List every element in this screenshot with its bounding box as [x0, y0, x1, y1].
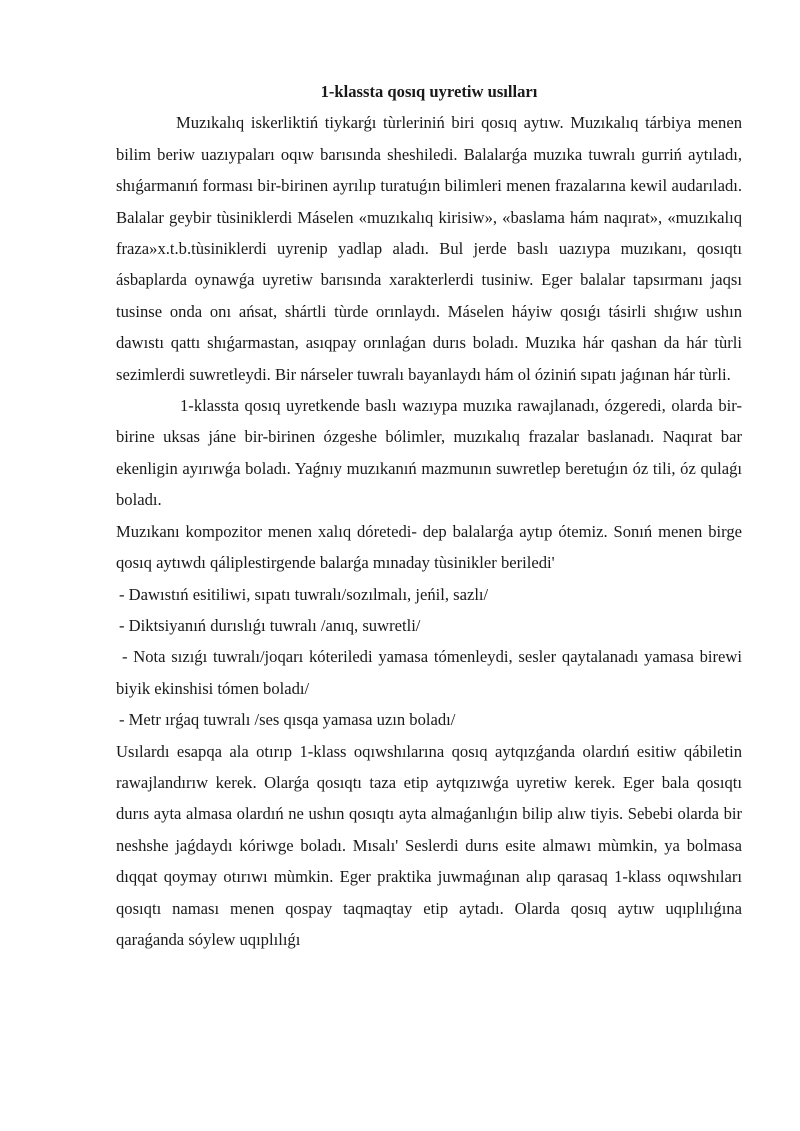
list-item-diction: - Diktsiyanıń durıslıǵı tuwralı /anıq, suwretli/ [119, 615, 421, 635]
list-item-voice: - Dawıstıń esitiliwi, sıpatı tuwralı/sozılmalı, jeńil, sazlı/ [119, 584, 489, 604]
document-title: 1-klassta qosıq uyretiw usılları [320, 82, 538, 101]
paragraph-composer: Muzıkanı kompozitor menen xalıq dóretedi- dep balalarǵa aytıp ótemiz. Sonıń menen birge qosıq aytıwdı qáliplestirgende balarǵa mınaday tùsinikler beriledi' [116, 521, 742, 573]
paragraph-first-grade: 1-klassta qosıq uyretkende baslı wazıypa muzıka rawajlanadı, ózgeredi, olarda bir-birine uksas jáne bir-birinen ózgeshe bólimler, muzıkalıq frazalar baslanadı. Naqırat bar ekenligin ayırıwǵa boladı. Yaǵnıy muzıkanıń mazmunın suwretlep beretuǵın óz tili, óz qulaǵı boladı. [116, 396, 742, 510]
paragraph-closing: Usılardı esapqa ala otırıp 1-klass oqıwshılarına qosıq aytqızǵanda olardıń esitiw qábiletin rawajlandırıw kerek. Olarǵa qosıqtı taza etip aytqızıwǵa uyretiw kerek. Eger bala qosıqtı durıs ayta almasa olardıń ne ushın qosıqtı ayta almaǵanlıǵın bilip alıw tiyis. Sebebi olarda bir neshshe jaǵdaydı kóriwge boladı. Mısalı' Seslerdi durıs esite almawı mùmkin, ya bolmasa dıqqat qoymay otırıwı mùmkin. Eger praktika juwmaǵınan alıp qarasaq 1-klass oqıwshıları qosıqtı naması menen qospay taqmaqtay etip aytadı. Olarda qosıq aytıw uqıplılıǵına qaraǵanda sóylew uqıplılıǵı [116, 741, 742, 949]
list-item-meter: - Metr ırǵaq tuwralı /ses qısqa yamasa uzın boladı/ [119, 710, 456, 730]
document-page [116, 76, 742, 955]
paragraph-intro: Muzıkalıq iskerliktiń tiykarǵı tùrleriniń biri qosıq aytıw. Muzıkalıq tárbiya menen bilim beriw uazıypaları oqıw barısında sheshiledi. Balalarǵa muzıka tuwralı gurriń aytıladı, shıǵarmanıń forması bir-birinen ayrılıp turatuǵın bilimleri menen frazalarına kewil audarıladı. Balalar geybir tùsiniklerdi Máselen «muzıkalıq kirisiw», «baslama hám naqırat», «muzıkalıq fraza»x.t.b.tùsiniklerdi uyrenip yadlap aladı. Bul jerde baslı uazıypa muzıkanı, qosıqtı ásbaplarda oynawǵa uyretiw barısında xarakterlerdi tusiniw. Eger balalar tapsırmanı jaqsı tusinse onda onı ańsat, shártli tùrde orınlaydı. Máselen háyiw qosıǵı tásirli shıǵıw ushın dawıstı qattı shıǵarmastan, asıqpay orınlaǵan durıs boladı. Muzıka hár qashan da hár tùrli sezimlerdi suwretleydi. Bir nárseler tuwralı bayanlaydı hám ol óziniń sıpatı jaǵınan hár tùrli. [116, 113, 742, 384]
list-item-notes: - Nota sızıǵı tuwralı/joqarı kóteriledi yamasa tómenleydi, sesler qaytalanadı yamasa birewi biyik ekinshisi tómen boladı/ [116, 647, 742, 698]
